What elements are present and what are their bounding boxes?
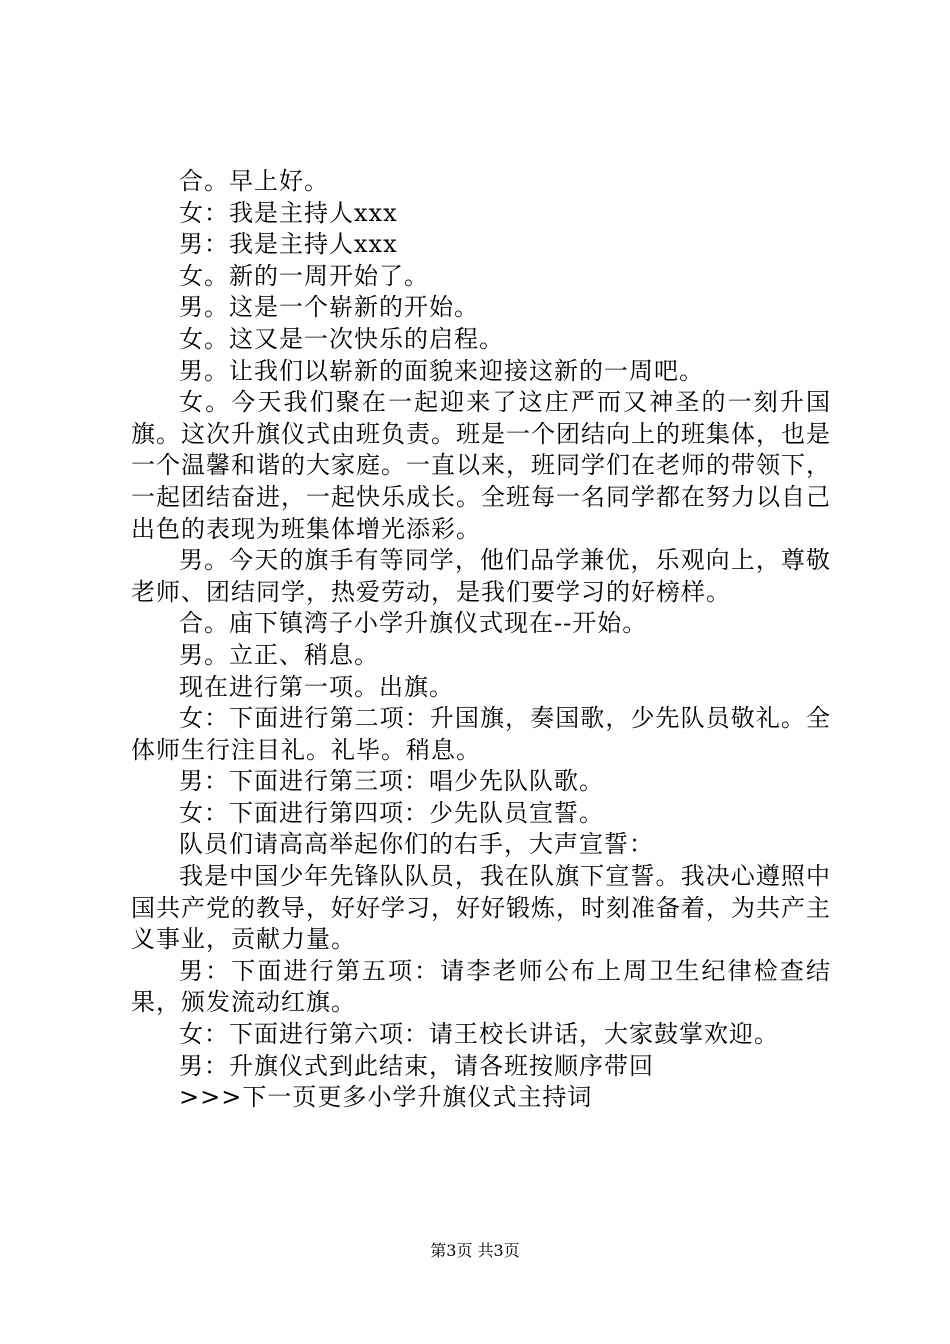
paragraph: 女。新的一周开始了。 — [179, 261, 429, 290]
paragraph: 男。立正、稍息。 — [179, 640, 379, 669]
paragraph: 男：我是主持人xxx — [179, 230, 398, 259]
paragraph: 女。今天我们聚在一起迎来了这庄严而又神圣的一刻升国旗。这次升旗仪式由班负责。班是一个团结向上的班集体，也是一个温馨和谐的大家庭。一直以来，班同学们在老师的带领下，一起团结奋进，一起快乐成长。全班每一名同学都在努力以自己出色的表现为班集体增光添彩。 — [131, 388, 831, 543]
paragraph: 女：下面进行第四项：少先队员宣誓。 — [179, 798, 604, 827]
paragraph: 女：下面进行第二项：升国旗，奏国歌，少先队员敬礼。全体师生行注目礼。礼毕。稍息。 — [131, 704, 831, 764]
paragraph: 合。早上好。 — [179, 167, 329, 195]
paragraph: 队员们请高高举起你们的右手，大声宣誓： — [179, 830, 654, 859]
paragraph: 我是中国少年先锋队队员，我在队旗下宣誓。我决心遵照中国共产党的教导，好好学习，好好锻炼，时刻准备着，为共产主义事业，贡献力量。 — [131, 862, 831, 954]
paragraph: 合。庙下镇湾子小学升旗仪式现在--开始。 — [179, 609, 648, 638]
paragraph: 男。这是一个崭新的开始。 — [179, 293, 479, 322]
paragraph: 女：我是主持人xxx — [179, 198, 398, 227]
next-page-link[interactable]: >>>下一页更多小学升旗仪式主持词 — [179, 1083, 593, 1112]
paragraph: 女：下面进行第六项：请王校长讲话，大家鼓掌欢迎。 — [179, 1020, 779, 1049]
paragraph: 男：下面进行第三项：唱少先队队歌。 — [179, 767, 604, 796]
page-number-footer: 第3页 共3页 — [430, 1241, 520, 1260]
document-body — [131, 166, 831, 1114]
paragraph: 女。这又是一次快乐的启程。 — [179, 324, 504, 353]
paragraph: 现在进行第一项。出旗。 — [179, 672, 454, 701]
paragraph: 男。今天的旗手有等同学，他们品学兼优，乐观向上，尊敬老师、团结同学，热爱劳动，是我们要学习的好榜样。 — [131, 546, 831, 606]
paragraph: 男。让我们以崭新的面貌来迎接这新的一周吧。 — [179, 356, 704, 385]
paragraph: 男：升旗仪式到此结束，请各班按顺序带回 — [179, 1051, 654, 1080]
paragraph: 男：下面进行第五项：请李老师公布上周卫生纪律检查结果，颁发流动红旗。 — [131, 956, 831, 1017]
